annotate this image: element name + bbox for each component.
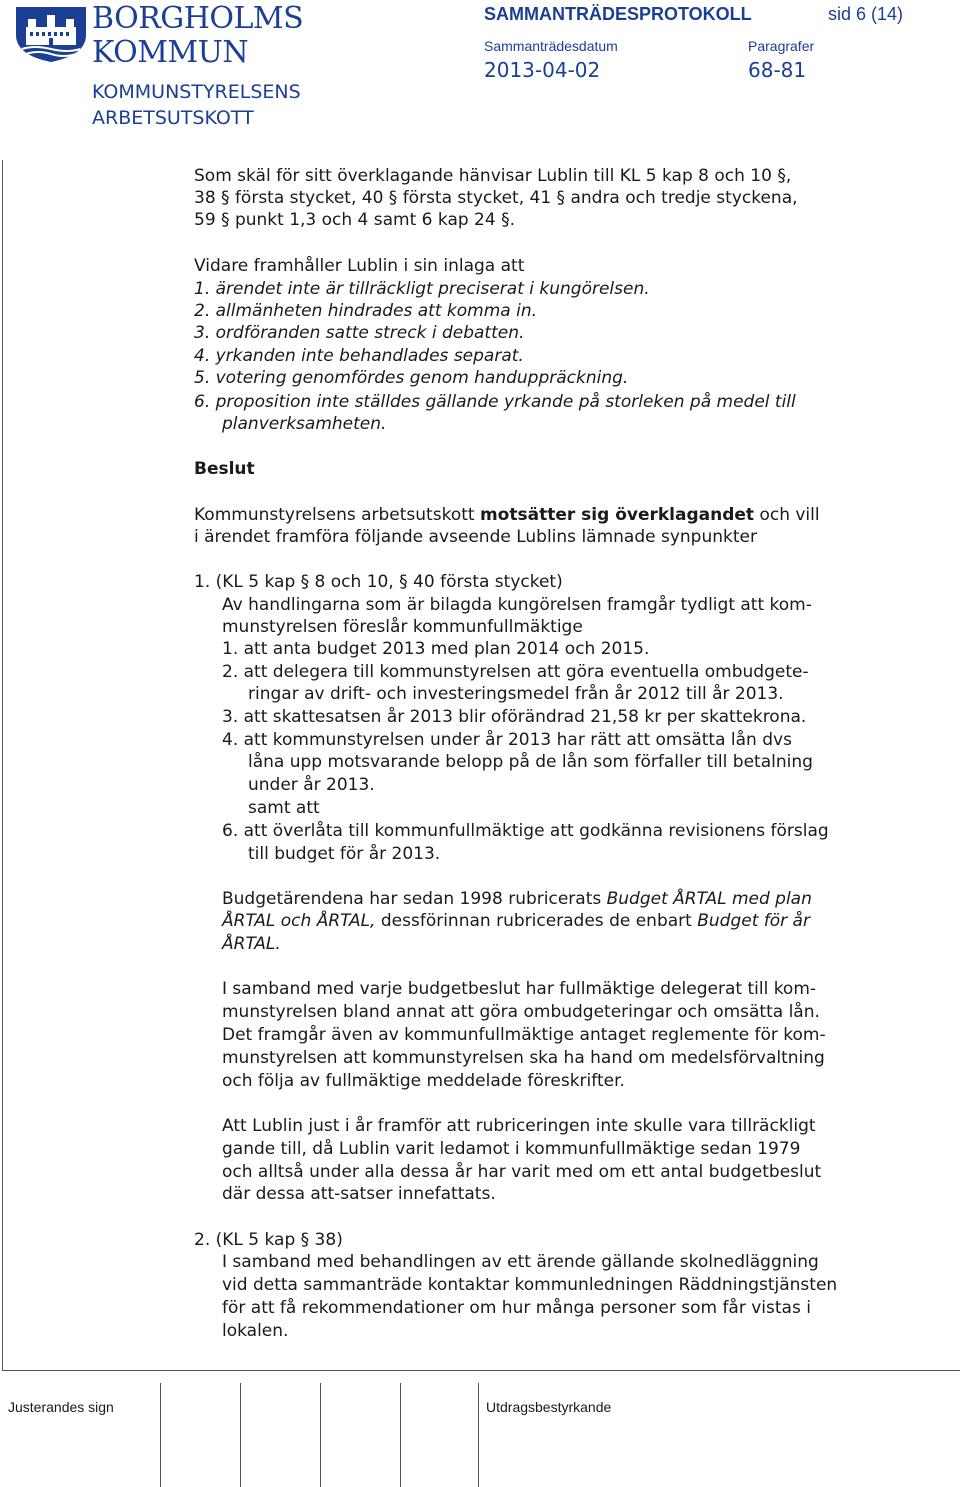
lublin-line-1: Att Lublin just i år framför att rubriceringen inte skulle vara tillräckligt [222, 1116, 816, 1136]
meeting-date-value: 2013-04-02 [484, 58, 601, 82]
budget-text-2a: ÅRTAL och ÅRTAL, [222, 911, 376, 931]
point1-item-4-cont-2: under år 2013. [248, 775, 375, 795]
footer-divider-3 [320, 1383, 321, 1487]
borgholm-castle-logo-icon [14, 5, 88, 63]
claim-4: 4. yrkanden inte behandlades separat. [194, 346, 524, 366]
decision-line-2: i ärendet framföra följande avseende Lublins lämnade synpunkter [194, 527, 757, 547]
decision-text-b: motsätter sig överklagandet [479, 505, 755, 525]
lublin-line-3: och alltså under alla dessa år har varit med om ett antal budgetbeslut [222, 1162, 822, 1182]
budget-text-2b: dessförinnan rubricerades de enbart [375, 911, 698, 931]
footer-divider-4 [400, 1383, 401, 1487]
budget-line-2 [222, 910, 810, 932]
org-name-line2: KOMMUN [92, 35, 249, 70]
point1-item-6: 6. att överlåta till kommunfullmäktige att godkänna revisionens förslag [222, 821, 829, 841]
paragraphs-value: 68-81 [748, 58, 807, 82]
point1-item-2: 2. att delegera till kommunstyrelsen att göra eventuella ombudgete- [222, 662, 809, 682]
page-number: sid 6 (14) [828, 4, 904, 24]
point1-samt-att: samt att [248, 798, 320, 818]
claim-6-cont: planverksamheten. [222, 414, 387, 434]
page-frame-bottom [2, 1370, 960, 1371]
budget-text-2c: Budget för år [697, 911, 810, 931]
point2-heading: 2. (KL 5 kap § 38) [194, 1230, 343, 1250]
paragraphs-label: Paragrafer [748, 38, 815, 54]
budget-line-3: ÅRTAL. [222, 934, 281, 954]
intro-line-1: Som skäl för sitt överklagande hänvisar Lublin till KL 5 kap 8 och 10 §, [194, 166, 792, 186]
point2-line-4: lokalen. [222, 1321, 289, 1341]
delegation-line-2: munstyrelsen bland annat att göra ombudgeteringar och omsätta lån. [222, 1002, 820, 1022]
point1-heading: 1. (KL 5 kap § 8 och 10, § 40 första stycket) [194, 572, 563, 592]
delegation-line-4: munstyrelsen att kommunstyrelsen ska ha hand om medelsförvaltning [222, 1048, 825, 1068]
point2-line-2: vid detta sammanträde kontaktar kommunledningen Räddningstjänsten [222, 1275, 838, 1295]
budget-text-1a: Budgetärendena har sedan 1998 rubricerats [222, 889, 607, 909]
point1-item-6-cont: till budget för år 2013. [248, 844, 441, 864]
org-name-line1: BORGHOLMS [92, 1, 304, 36]
budget-text-1b: Budget ÅRTAL med plan [606, 889, 812, 909]
footer-divider-5 [478, 1383, 479, 1487]
footer-divider-1 [160, 1383, 161, 1487]
claim-2: 2. allmänheten hindrades att komma in. [194, 301, 537, 321]
claim-5: 5. votering genomfördes genom handuppräckning. [194, 368, 629, 388]
unit-name-line1: KOMMUNSTYRELSENS [92, 81, 301, 103]
budget-line-1 [222, 888, 812, 910]
point1-item-2-cont: ringar av drift- och investeringsmedel från år 2012 till år 2013. [248, 684, 784, 704]
delegation-line-1: I samband med varje budgetbeslut har fullmäktige delegerat till kom- [222, 979, 817, 999]
footer-divider-2 [240, 1383, 241, 1487]
intro-line-2: 38 § första stycket, 40 § första stycket, 41 § andra och tredje styckena, [194, 188, 798, 208]
signature-footer [0, 1383, 960, 1487]
point1-intro-2: munstyrelsen föreslår kommunfullmäktige [222, 617, 583, 637]
decision-text-c: och vill [754, 505, 820, 525]
claim-3: 3. ordföranden satte streck i debatten. [194, 323, 525, 343]
delegation-line-3: Det framgår även av kommunfullmäktige antaget reglemente för kom- [222, 1025, 826, 1045]
point1-intro-1: Av handlingarna som är bilagda kungörelsen framgår tydligt att kom- [222, 595, 812, 615]
document-title: SAMMANTRÄDESPROTOKOLL [484, 4, 752, 24]
extract-label: Utdragsbestyrkande [486, 1399, 612, 1415]
lublin-line-2: gande till, då Lublin varit ledamot i kommunfullmäktige sedan 1979 [222, 1139, 801, 1159]
point1-item-4-cont-1: låna upp motsvarande belopp på de lån som förfaller till betalning [248, 752, 813, 772]
decision-text-a: Kommunstyrelsens arbetsutskott [194, 505, 480, 525]
point2-line-1: I samband med behandlingen av ett ärende gällande skolnedläggning [222, 1252, 819, 1272]
meeting-date-label: Sammanträdesdatum [484, 38, 618, 54]
point1-item-3: 3. att skattesatsen år 2013 blir oförändrad 21,58 kr per skattekrona. [222, 707, 807, 727]
delegation-line-5: och följa av fullmäktige meddelade föreskrifter. [222, 1071, 625, 1091]
sign-label: Justerandes sign [8, 1399, 114, 1415]
claim-6: 6. proposition inte ställdes gällande yrkande på storleken på medel till [194, 392, 796, 412]
point1-item-4: 4. att kommunstyrelsen under år 2013 har rätt att omsätta lån dvs [222, 730, 792, 750]
lublin-line-4: där dessa att-satser innefattats. [222, 1184, 496, 1204]
claim-1: 1. ärendet inte är tillräckligt preciserat i kungörelsen. [194, 279, 650, 299]
point1-item-1: 1. att anta budget 2013 med plan 2014 och 2015. [222, 639, 650, 659]
page-frame-left [2, 160, 3, 1370]
unit-name-line2: ARBETSUTSKOTT [92, 107, 254, 129]
point2-line-3: för att få rekommendationer om hur många personer som får vistas i [222, 1298, 811, 1318]
decision-line-1 [194, 504, 820, 526]
intro-line-3: 59 § punkt 1,3 och 4 samt 6 kap 24 §. [194, 210, 515, 230]
vidare-line: Vidare framhåller Lublin i sin inlaga att [194, 256, 525, 276]
beslut-heading: Beslut [194, 459, 255, 479]
